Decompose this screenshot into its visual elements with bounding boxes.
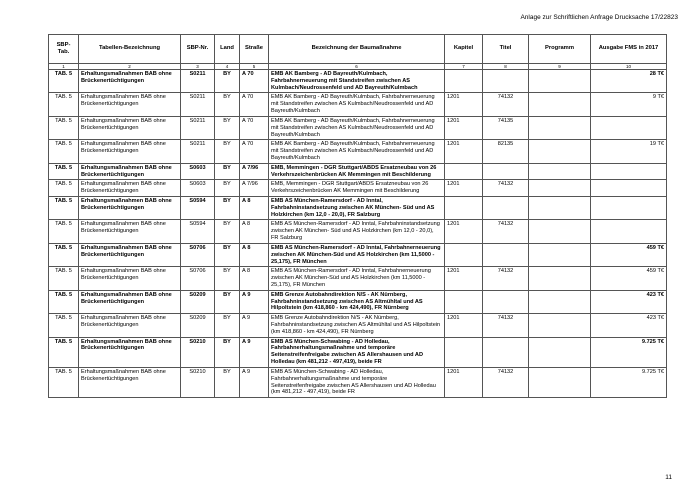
measure-cell: EMB AS München-Schwabing - AD Holledau, Fahrbahnerhaltungsmaßnahme und temporäre Seitenstreifenfreigabe zwischen AS Allershausen und AD Holledau (km 481,212 - 497,419), beide FR	[269, 337, 445, 367]
sbp-number-cell: S0706	[181, 267, 215, 290]
titel-cell	[483, 70, 529, 93]
ausgabe-cell: 9 T€	[591, 93, 667, 116]
sbp-number-cell: S0210	[181, 337, 215, 367]
column-number: 9	[529, 64, 591, 70]
measure-cell: EMB, Memmingen - DGR Stuttgart/ABDS Ersatzneubau von 26 Verkehrszeichenbrücken AK Memmingen mit Beschilderung	[269, 180, 445, 197]
measure-cell: EMB Grenze Autobahndirektion N/S - AK Nürnberg, Fahrbahninstandsetzung zwischen AS Altmühltal und AS Hilpoltstein (km 418,860 - km 424,490), FR Nürnberg	[269, 314, 445, 337]
measure-cell: EMB AS München-Ramersdorf - AD Inntal, Fahrbahnerneuerung zwischen AK München-Süd und AS Holzkirchen (km 11,5000 - 25,175), FR München	[269, 243, 445, 266]
kapitel-cell: 1201	[445, 180, 483, 197]
table-name-cell: Erhaltungsmaßnahmen BAB ohne Brückenertüchtigungen	[79, 163, 181, 180]
titel-cell	[483, 337, 529, 367]
ausgabe-cell: 9.725 T€	[591, 337, 667, 367]
column-header: Ausgabe FMS in 2017	[591, 35, 667, 64]
table-name-cell: Erhaltungsmaßnahmen BAB ohne Brückenertüchtigungen	[79, 93, 181, 116]
street-cell: A 9	[240, 290, 269, 313]
measures-table	[48, 34, 667, 398]
column-number: 8	[483, 64, 529, 70]
ausgabe-cell: 459 T€	[591, 243, 667, 266]
table-name-cell: Erhaltungsmaßnahmen BAB ohne Brückenertüchtigungen	[79, 290, 181, 313]
land-cell: BY	[215, 140, 240, 163]
programm-cell	[529, 163, 591, 180]
ausgabe-cell: 459 T€	[591, 267, 667, 290]
column-number: 1	[49, 64, 79, 70]
column-number: 2	[79, 64, 181, 70]
table-name-cell: Erhaltungsmaßnahmen BAB ohne Brückenertüchtigungen	[79, 220, 181, 243]
sbp-tab-cell: TAB. 5	[49, 267, 79, 290]
sbp-tab-cell: TAB. 5	[49, 314, 79, 337]
ausgabe-cell: 9.725 T€	[591, 367, 667, 397]
street-cell: A 8	[240, 197, 269, 220]
land-cell: BY	[215, 367, 240, 397]
kapitel-cell	[445, 337, 483, 367]
header-row	[49, 35, 667, 64]
sbp-number-cell: S0210	[181, 367, 215, 397]
titel-cell: 74132	[483, 367, 529, 397]
sbp-tab-cell: TAB. 5	[49, 337, 79, 367]
ausgabe-cell: 423 T€	[591, 290, 667, 313]
measure-cell: EMB AS München-Ramersdorf - AD Inntal, Fahrbahninstandsetzung zwischen AK München- Süd und AS Holzkirchen (km 12,0 - 20,0), FR Salzburg	[269, 220, 445, 243]
land-cell: BY	[215, 70, 240, 93]
land-cell: BY	[215, 337, 240, 367]
table-row	[49, 116, 667, 139]
programm-cell	[529, 70, 591, 93]
titel-cell: 74132	[483, 220, 529, 243]
column-header: Land	[215, 35, 240, 64]
column-header: SBP-Nr.	[181, 35, 215, 64]
ausgabe-cell	[591, 163, 667, 180]
street-cell: A 70	[240, 116, 269, 139]
programm-cell	[529, 220, 591, 243]
table-row	[49, 70, 667, 93]
street-cell: A 8	[240, 243, 269, 266]
measure-cell: EMB AK Bamberg - AD Bayreuth/Kulmbach, Fahrbahnerneuerung mit Standstreifen zwischen AS Kulmbach/Neudrossenfeld und AD Bayreuth/Kulmbach	[269, 70, 445, 93]
table-row	[49, 197, 667, 220]
sbp-number-cell: S0603	[181, 163, 215, 180]
kapitel-cell	[445, 70, 483, 93]
kapitel-cell: 1201	[445, 220, 483, 243]
sbp-number-cell: S0211	[181, 116, 215, 139]
sbp-number-cell: S0603	[181, 180, 215, 197]
sbp-tab-cell: TAB. 5	[49, 180, 79, 197]
measure-cell: EMB AS München-Schwabing - AD Holledau, Fahrbahnerhaltungsmaßnahme und temporäre Seitenstreifenfreigabe zwischen AS Allershausen und AD Holledau (km 481,212 - 497,419), beide FR	[269, 367, 445, 397]
kapitel-cell: 1201	[445, 116, 483, 139]
titel-cell: 74135	[483, 116, 529, 139]
programm-cell	[529, 314, 591, 337]
street-cell: A 7/96	[240, 180, 269, 197]
table-name-cell: Erhaltungsmaßnahmen BAB ohne Brückenertüchtigungen	[79, 70, 181, 93]
table-row	[49, 140, 667, 163]
sbp-number-cell: S0706	[181, 243, 215, 266]
land-cell: BY	[215, 197, 240, 220]
land-cell: BY	[215, 163, 240, 180]
land-cell: BY	[215, 267, 240, 290]
titel-cell: 74132	[483, 93, 529, 116]
titel-cell	[483, 243, 529, 266]
column-number: 3	[181, 64, 215, 70]
kapitel-cell	[445, 197, 483, 220]
titel-cell: 74132	[483, 314, 529, 337]
sbp-number-cell: S0211	[181, 140, 215, 163]
measure-cell: EMB AK Bamberg - AD Bayreuth/Kulmbach, Fahrbahnerneuerung mit Standstreifen zwischen AS Kulmbach/Neudrossenfeld und AD Bayreuth/Kulmbach	[269, 93, 445, 116]
table-name-cell: Erhaltungsmaßnahmen BAB ohne Brückenertüchtigungen	[79, 367, 181, 397]
sbp-tab-cell: TAB. 5	[49, 163, 79, 180]
measure-cell: EMB AK Bamberg - AD Bayreuth/Kulmbach, Fahrbahnerneuerung mit Standstreifen zwischen AS Kulmbach/Neudrossenfeld und AD Bayreuth/Kulmbach	[269, 140, 445, 163]
land-cell: BY	[215, 290, 240, 313]
measure-cell: EMB AS München-Ramersdorf - AD Inntal, Fahrbahninstandsetzung zwischen AK München- Süd und AS Holzkirchen (km 12,0 - 20,0), FR Salzburg	[269, 197, 445, 220]
ausgabe-cell	[591, 180, 667, 197]
table-header	[49, 35, 667, 70]
ausgabe-cell: 423 T€	[591, 314, 667, 337]
table-row	[49, 267, 667, 290]
programm-cell	[529, 116, 591, 139]
measure-cell: EMB AS München-Ramersdorf - AD Inntal, Fahrbahnerneuerung zwischen AK München-Süd und AS Holzkirchen (km 11,5000 - 25,175), FR München	[269, 267, 445, 290]
kapitel-cell: 1201	[445, 93, 483, 116]
ausgabe-cell	[591, 116, 667, 139]
land-cell: BY	[215, 180, 240, 197]
land-cell: BY	[215, 93, 240, 116]
land-cell: BY	[215, 243, 240, 266]
ausgabe-cell	[591, 197, 667, 220]
titel-cell	[483, 163, 529, 180]
street-cell: A 70	[240, 140, 269, 163]
sbp-number-cell: S0211	[181, 70, 215, 93]
ausgabe-cell: 28 T€	[591, 70, 667, 93]
sbp-tab-cell: TAB. 5	[49, 367, 79, 397]
sbp-number-cell: S0209	[181, 290, 215, 313]
kapitel-cell: 1201	[445, 314, 483, 337]
sbp-number-cell: S0209	[181, 314, 215, 337]
table-name-cell: Erhaltungsmaßnahmen BAB ohne Brückenertüchtigungen	[79, 116, 181, 139]
programm-cell	[529, 93, 591, 116]
programm-cell	[529, 367, 591, 397]
programm-cell	[529, 337, 591, 367]
page-number: 11	[665, 474, 672, 481]
programm-cell	[529, 267, 591, 290]
titel-cell	[483, 290, 529, 313]
column-number: 4	[215, 64, 240, 70]
table-name-cell: Erhaltungsmaßnahmen BAB ohne Brückenertüchtigungen	[79, 197, 181, 220]
table-name-cell: Erhaltungsmaßnahmen BAB ohne Brückenertüchtigungen	[79, 267, 181, 290]
table-row	[49, 93, 667, 116]
column-header: Tabellen-Bezeichnung	[79, 35, 181, 64]
table-name-cell: Erhaltungsmaßnahmen BAB ohne Brückenertüchtigungen	[79, 337, 181, 367]
kapitel-cell	[445, 163, 483, 180]
sbp-tab-cell: TAB. 5	[49, 116, 79, 139]
column-header: SBP-Tab.	[49, 35, 79, 64]
table-name-cell: Erhaltungsmaßnahmen BAB ohne Brückenertüchtigungen	[79, 180, 181, 197]
table-body	[49, 70, 667, 398]
column-header: Bezeichnung der Baumaßnahme	[269, 35, 445, 64]
sbp-tab-cell: TAB. 5	[49, 290, 79, 313]
sbp-number-cell: S0211	[181, 93, 215, 116]
ausgabe-cell	[591, 220, 667, 243]
land-cell: BY	[215, 220, 240, 243]
column-header: Straße	[240, 35, 269, 64]
titel-cell: 74132	[483, 180, 529, 197]
sbp-tab-cell: TAB. 5	[49, 220, 79, 243]
table-name-cell: Erhaltungsmaßnahmen BAB ohne Brückenertüchtigungen	[79, 243, 181, 266]
kapitel-cell: 1201	[445, 267, 483, 290]
street-cell: A 8	[240, 220, 269, 243]
street-cell: A 9	[240, 337, 269, 367]
table-row	[49, 243, 667, 266]
ausgabe-cell: 19 T€	[591, 140, 667, 163]
measure-cell: EMB Grenze Autobahndirektion N/S - AK Nürnberg, Fahrbahninstandsetzung zwischen AS Altmühltal und AS Hilpoltstein (km 418,860 - km 424,490), FR Nürnberg	[269, 290, 445, 313]
column-number: 7	[445, 64, 483, 70]
table-row	[49, 290, 667, 313]
sbp-tab-cell: TAB. 5	[49, 197, 79, 220]
programm-cell	[529, 140, 591, 163]
column-number: 10	[591, 64, 667, 70]
sbp-number-cell: S0594	[181, 197, 215, 220]
table-row	[49, 367, 667, 397]
street-cell: A 8	[240, 267, 269, 290]
sbp-number-cell: S0594	[181, 220, 215, 243]
column-header: Kapitel	[445, 35, 483, 64]
street-cell: A 70	[240, 70, 269, 93]
sbp-tab-cell: TAB. 5	[49, 93, 79, 116]
table-row	[49, 220, 667, 243]
programm-cell	[529, 243, 591, 266]
measure-cell: EMB, Memmingen - DGR Stuttgart/ABDS Ersatzneubau von 26 Verkehrszeichenbrücken AK Memmingen mit Beschilderung	[269, 163, 445, 180]
land-cell: BY	[215, 116, 240, 139]
column-header: Programm	[529, 35, 591, 64]
table-row	[49, 180, 667, 197]
measure-cell: EMB AK Bamberg - AD Bayreuth/Kulmbach, Fahrbahnerneuerung mit Standstreifen zwischen AS Kulmbach/Neudrossenfeld und AD Bayreuth/Kulmbach	[269, 116, 445, 139]
titel-cell	[483, 197, 529, 220]
land-cell: BY	[215, 314, 240, 337]
street-cell: A 9	[240, 367, 269, 397]
sbp-tab-cell: TAB. 5	[49, 70, 79, 93]
sbp-tab-cell: TAB. 5	[49, 140, 79, 163]
sbp-tab-cell: TAB. 5	[49, 243, 79, 266]
column-header: Titel	[483, 35, 529, 64]
street-cell: A 9	[240, 314, 269, 337]
titel-cell: 74132	[483, 267, 529, 290]
street-cell: A 70	[240, 93, 269, 116]
programm-cell	[529, 290, 591, 313]
kapitel-cell	[445, 243, 483, 266]
street-cell: A 7/96	[240, 163, 269, 180]
table-name-cell: Erhaltungsmaßnahmen BAB ohne Brückenertüchtigungen	[79, 140, 181, 163]
table-row	[49, 314, 667, 337]
column-number: 6	[269, 64, 445, 70]
document-header: Anlage zur Schriftlichen Anfrage Drucksache 17/22823	[520, 14, 678, 21]
programm-cell	[529, 197, 591, 220]
table-row	[49, 337, 667, 367]
column-number: 5	[240, 64, 269, 70]
titel-cell: 82135	[483, 140, 529, 163]
programm-cell	[529, 180, 591, 197]
kapitel-cell: 1201	[445, 367, 483, 397]
table-name-cell: Erhaltungsmaßnahmen BAB ohne Brückenertüchtigungen	[79, 314, 181, 337]
kapitel-cell: 1201	[445, 140, 483, 163]
kapitel-cell	[445, 290, 483, 313]
table-row	[49, 163, 667, 180]
